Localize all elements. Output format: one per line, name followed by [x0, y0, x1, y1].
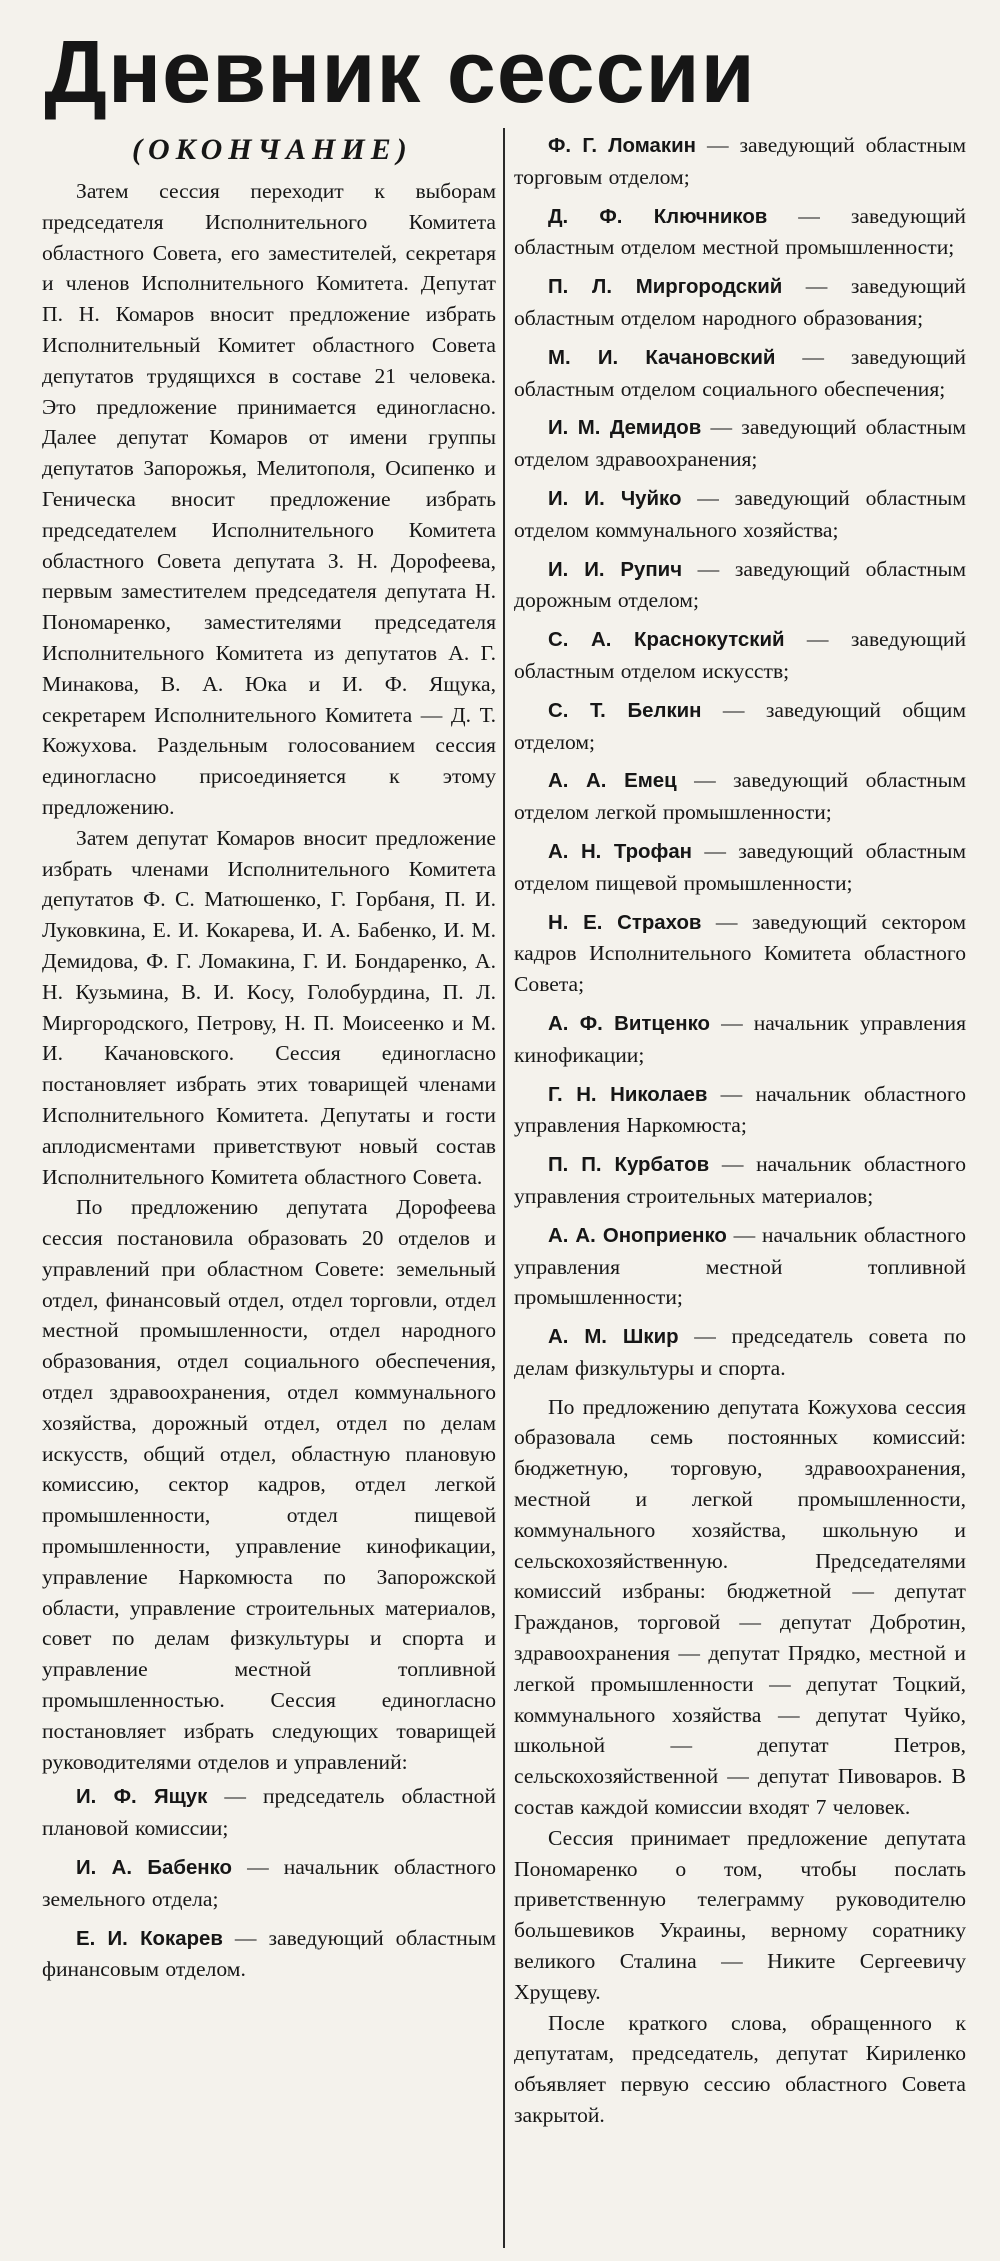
appointee-name: А. Н. Трофан [548, 840, 692, 863]
appointment-entry [514, 201, 966, 264]
appointment-entry [514, 412, 966, 475]
appointee-name: П. Л. Миргородский [548, 276, 783, 299]
appointment-entry [42, 1781, 496, 1844]
appointee-name: Н. Е. Страхов [548, 911, 702, 934]
appointment-entry [514, 1079, 966, 1142]
appointee-name: Г. Н. Николаев [548, 1083, 708, 1106]
paragraph: По предложению депутата Дорофеева сессия постановила образовать 20 отделов и управлений при областном Совете: земельный отдел, финансовый отдел, отдел торговли, отдел местной промышленности, отдел народного образования, отдел социального обеспечения, отдел здравоохранения, отдел коммунального хозяйства, дорожный отдел, отдел по делам искусств, общий отдел, областную плановую комиссию, сектор кадров, отдел легкой промышленности, отдел пищевой промышленности, управление кинофикации, управление Наркомюста по Запорожской области, управление строительных материалов, совет по делам физкультуры и спорта и управление местной топливной промышленностью. Сессия единогласно постановляет избрать следующих товарищей руководителями отделов и управлений: [42, 1195, 496, 1774]
appointee-role: — начальник областного управления местной топливной промышленности; [514, 1222, 966, 1310]
appointee-name: Ф. Г. Ломакин [548, 135, 696, 157]
appointee-name: М. И. Качановский [548, 346, 776, 369]
appointee-role: — начальник областного земельного отдела; [42, 1855, 496, 1911]
appointee-name: П. П. Курбатов [548, 1154, 710, 1177]
appointee-name: А. М. Шкир [548, 1326, 679, 1349]
appointment-entry [42, 1852, 496, 1915]
appointee-role: — заведующий областным отделом социального обеспечения; [514, 344, 966, 401]
appointee-name: И. Ф. Ящук [76, 1786, 208, 1809]
column-divider [503, 128, 505, 2248]
appointee-role: — начальник областного управления строительных материалов; [514, 1152, 967, 1208]
paragraph: После краткого слова, обращенного к депутатам, председатель, депутат Кириленко объявляет первую сессию областного Совета закрытой. [514, 2010, 966, 2128]
appointment-entry [514, 130, 966, 193]
appointment-entry [42, 1923, 496, 1986]
appointment-entry [514, 271, 966, 334]
appointment-entry [514, 554, 966, 617]
appointee-role: — заведующий областным торговым отделом; [514, 133, 966, 189]
appointment-entry [514, 1321, 966, 1384]
appointee-name: И. И. Рупич [548, 558, 683, 581]
appointee-name: Е. И. Кокарев [76, 1927, 223, 1950]
appointment-entry [514, 907, 966, 1000]
appointee-role: — заведующий областным финансовым отделом. [42, 1925, 496, 1982]
appointee-name: А. А. Оноприенко [548, 1224, 727, 1247]
article-title: Дневник сессии [44, 22, 756, 121]
appointee-role: — заведующий областным дорожным отделом; [514, 556, 966, 613]
appointee-name: С. А. Краснокутский [548, 629, 785, 652]
right-column [514, 130, 966, 2131]
appointee-role: — заведующий сектором кадров Исполнительного Комитета областного Совета; [514, 909, 966, 997]
appointee-role: — председатель совета по делам физкультуры и спорта. [514, 1324, 966, 1380]
appointment-entry [514, 765, 966, 828]
appointment-entry [514, 483, 966, 546]
paragraph: Затем сессия переходит к выборам председателя Исполнительного Комитета областного Совета, его заместителей, секретаря и членов Исполнительного Комитета. Депутат П. Н. Комаров вносит предложение избрать Исполнительный Комитет областного Совета депутатов трудящихся в составе 21 человека. Это предложение принимается единогласно. Далее депутат Комаров от имени группы депутатов Запорожья, Мелитополя, Осипенко и Геническа вносит предложение избрать председателем Исполнительного Комитета областного Совета депутата З. Н. Дорофеева, первым заместителем председателя депутата Н. Пономаренко, заместителями председателя Исполнительного Комитета из депутатов А. Г. Минакова, В. А. Юка и И. Ф. Ящука, секретарем Исполнительного Комитета — Д. Т. Кожухова. Раздельным голосованием сессия единогласно присоединяется к этому предложению. [42, 179, 496, 819]
paragraph: Сессия принимает предложение депутата Пономаренко о том, чтобы послать приветственную телеграмму руководителю большевиков Украины, верному соратнику великого Сталина — Никите Сергеевичу Хрущеву. [514, 1825, 966, 2004]
appointment-entry [514, 695, 966, 758]
appointee-role: — заведующий областным отделом пищевой промышленности; [514, 838, 966, 895]
appointment-entry [514, 1008, 966, 1071]
appointee-name: Д. Ф. Ключников [548, 205, 768, 228]
appointee-role: — заведующий областным отделом искусств; [514, 627, 967, 683]
paragraph: По предложению депутата Кожухова сессия образовала семь постоянных комиссий: бюджетную, торговую, здравоохранения, местной и легкой промышленности, коммунального хозяйства, школьную и сельскохозяйственную. Председателями комиссий избраны: бюджетной — депутат Гражданов, торговой — депутат Добротин, здравоохранения — депутат Прядко, местной и легкой промышленности — депутат Тоцкий, коммунального хозяйства — депутат Чуйко, школьной — депутат Петров, сельскохозяйственной — депутат Пивоваров. В состав каждой комиссии входят 7 человек. [514, 1394, 966, 1820]
appointee-role: — заведующий областным отделом легкой промышленности; [514, 768, 966, 825]
appointee-name: А. Ф. Витценко [548, 1012, 710, 1035]
appointment-entry [514, 1149, 966, 1212]
paragraph: Затем депутат Комаров вносит предложение избрать членами Исполнительного Комитета депутатов Ф. С. Матюшенко, Г. Горбаня, П. И. Луковкина, Е. И. Кокарева, И. А. Бабенко, И. М. Демидова, Ф. Г. Ломакина, Г. И. Бондаренко, А. Н. Кузьмина, В. И. Косу, Голобурдина, П. Л. Миргородского, Петрову, Н. П. Моисеенко и М. И. Качановского. Сессия единогласно постановляет избрать этих товарищей членами Исполнительного Комитета. Депутаты и гости аплодисментами приветствуют новый состав Исполнительного Комитета областного Совета. [42, 825, 496, 1189]
appointee-role: — заведующий областным отделом здравоохранения; [514, 415, 967, 472]
article-subtitle: (ОКОНЧАНИЕ) [132, 133, 413, 166]
left-column [42, 130, 496, 1993]
appointee-role: — начальник областного управления Наркомюста; [514, 1081, 966, 1138]
appointee-role: — заведующий общим отделом; [514, 697, 966, 754]
appointee-role: — начальник управления кинофикации; [514, 1010, 966, 1067]
appointee-role: — заведующий областным отделом местной промышленности; [514, 203, 966, 260]
appointee-name: С. Т. Белкин [548, 699, 702, 722]
appointee-name: И. А. Бабенко [76, 1857, 232, 1880]
appointee-role: — заведующий областным отделом народного образования; [514, 274, 966, 330]
appointee-name: И. И. Чуйко [548, 487, 682, 510]
appointment-entry [514, 342, 966, 405]
appointment-entry [514, 624, 966, 687]
appointment-entry [514, 1220, 966, 1313]
appointee-name: А. А. Емец [548, 770, 677, 793]
appointment-entry [514, 836, 966, 899]
appointee-role: — председатель областной плановой комиссии; [42, 1784, 496, 1841]
appointee-role: — заведующий областным отделом коммунального хозяйства; [514, 485, 966, 542]
appointee-name: И. М. Демидов [548, 417, 702, 440]
